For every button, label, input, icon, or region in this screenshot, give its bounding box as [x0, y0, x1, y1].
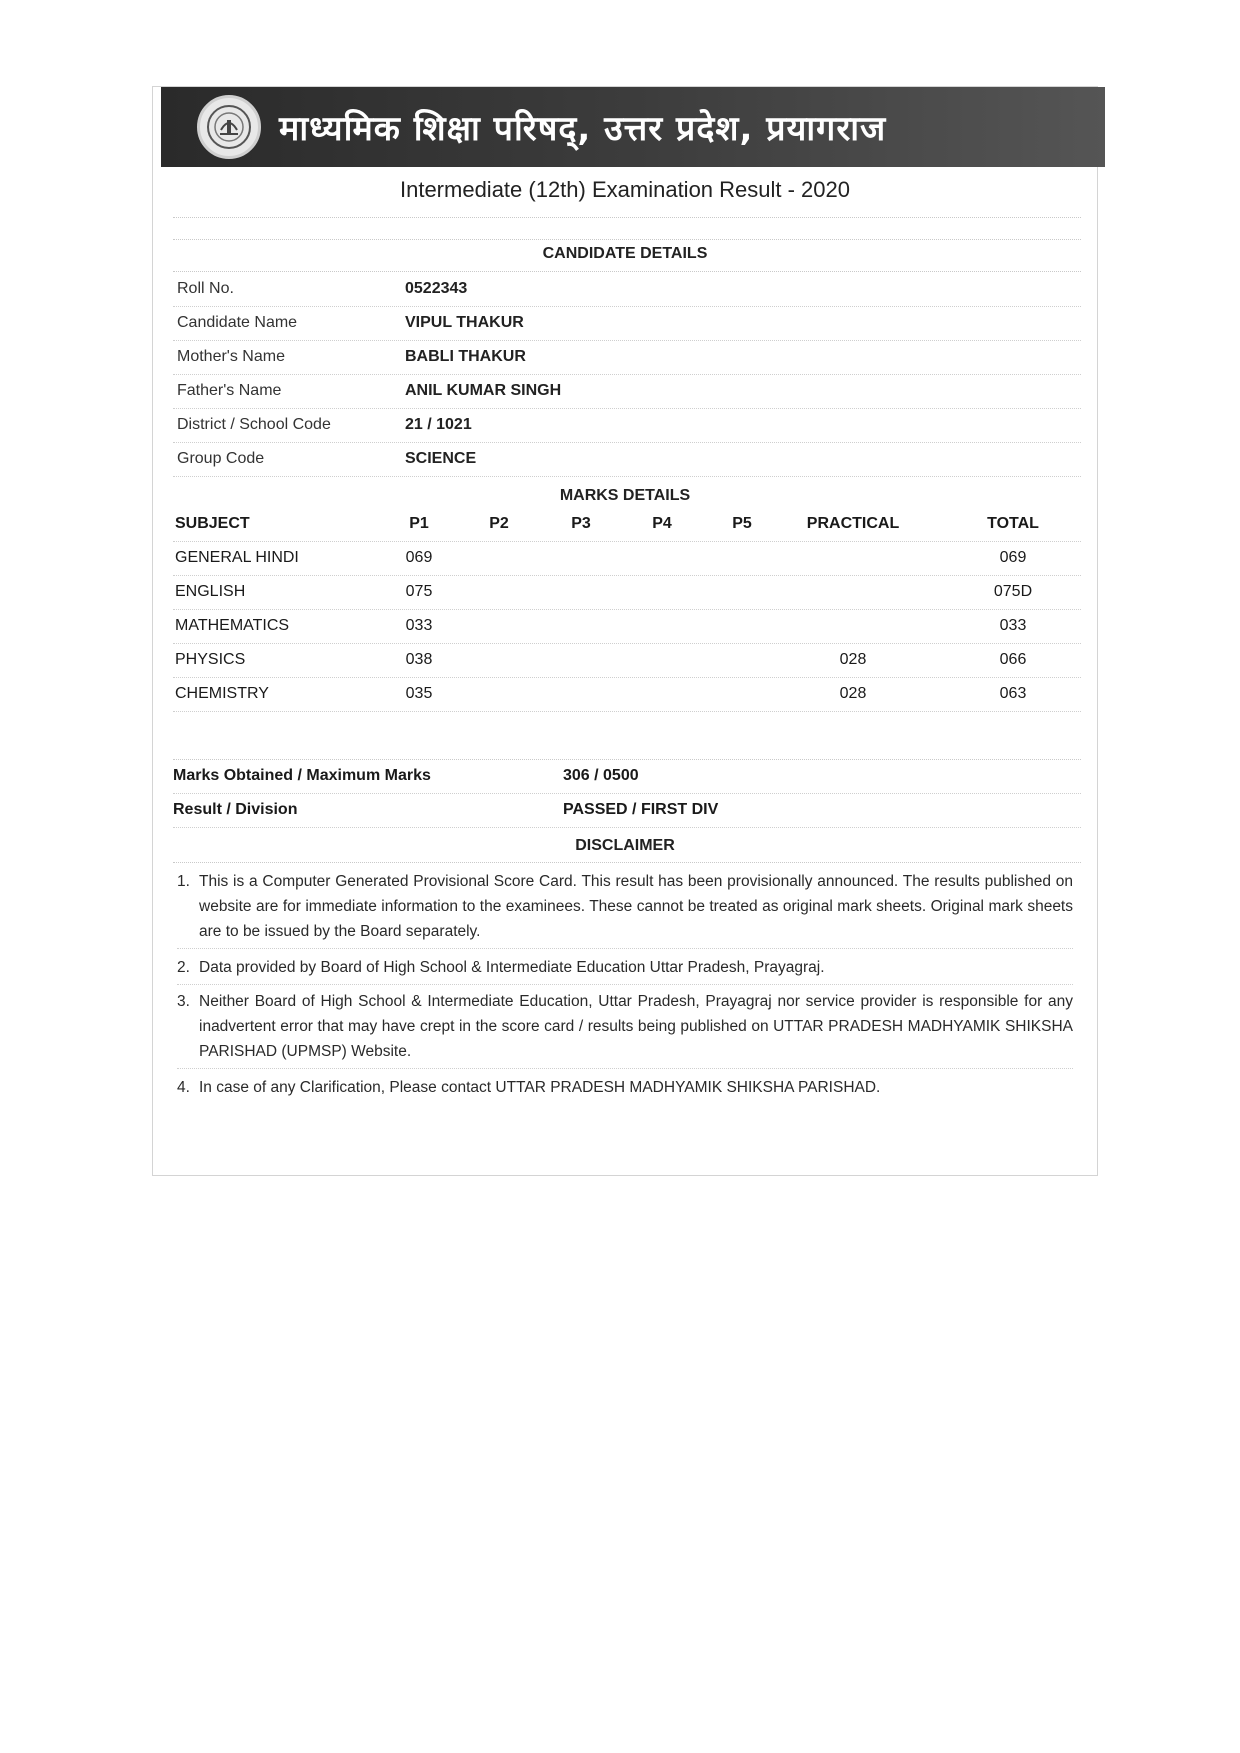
candidate-row-name: [173, 306, 1081, 341]
marks-obtained-label: Marks Obtained / Maximum Marks: [173, 767, 431, 784]
result-division-row: [173, 793, 1081, 828]
table-row: [173, 609, 1081, 644]
field-value: VIPUL THAKUR: [405, 314, 524, 331]
disclaimer-item: [177, 955, 1073, 985]
candidate-row-mother: [173, 340, 1081, 375]
cell-practical: 028: [839, 685, 867, 702]
result-division-label: Result / Division: [173, 801, 298, 818]
candidate-row-father: [173, 374, 1081, 409]
field-label: Mother's Name: [177, 348, 285, 365]
cell-p1: 035: [405, 685, 433, 702]
field-value: ANIL KUMAR SINGH: [405, 382, 562, 399]
field-label: District / School Code: [177, 416, 331, 433]
field-value: SCIENCE: [405, 450, 477, 467]
disclaimer-item: [177, 1075, 1073, 1104]
candidate-row-roll: [173, 272, 1081, 307]
disclaimer-number: 2.: [177, 959, 190, 976]
cell-total: 075D: [993, 583, 1033, 600]
candidate-row-group: [173, 442, 1081, 477]
cell-subject: ENGLISH: [175, 583, 246, 600]
result-division-value: PASSED / FIRST DIV: [563, 801, 719, 818]
cell-subject: MATHEMATICS: [175, 617, 290, 634]
field-label: Father's Name: [177, 382, 282, 399]
field-value: 0522343: [405, 280, 468, 297]
result-card: [152, 86, 1098, 1176]
field-label: Group Code: [177, 450, 265, 467]
header-banner: [161, 87, 1105, 167]
cell-total: 033: [999, 617, 1027, 634]
candidate-row-district: [173, 408, 1081, 443]
disclaimer-item: [177, 869, 1073, 949]
field-value: BABLI THAKUR: [405, 348, 526, 365]
divider: [173, 217, 1081, 218]
cell-subject: PHYSICS: [175, 651, 246, 668]
marks-obtained-value: 306 / 0500: [563, 767, 639, 784]
marks-header-row: [173, 507, 1081, 542]
marks-details-title: MARKS DETAILS: [559, 487, 691, 504]
col-header-practical: PRACTICAL: [806, 515, 900, 532]
field-value: 21 / 1021: [405, 416, 472, 433]
col-header-p3: P3: [571, 515, 591, 532]
marks-obtained-row: [173, 759, 1081, 794]
disclaimer-text: In case of any Clarification, Please contact UTTAR PRADESH MADHYAMIK SHIKSHA PARISHAD.: [199, 1079, 881, 1096]
board-name-hindi: माध्यमिक शिक्षा परिषद्, उत्तर प्रदेश, प्रयागराज: [279, 109, 887, 149]
cell-subject: GENERAL HINDI: [175, 549, 299, 566]
cell-total: 066: [999, 651, 1027, 668]
disclaimer-item: [177, 989, 1073, 1069]
table-row: [173, 677, 1081, 712]
disclaimer-text: Neither Board of High School & Intermediate Education, Uttar Pradesh, Prayagraj nor service provider is responsible for any inadvertent error that may have crept in the score card / results being published on UTTAR PRADESH MADHYAMIK SHIKSHA PARISHAD (UPMSP) Website.: [199, 993, 1073, 1060]
divider: [173, 862, 1081, 863]
cell-total: 069: [999, 549, 1027, 566]
disclaimer-number: 3.: [177, 993, 190, 1010]
col-header-p4: P4: [652, 515, 672, 532]
disclaimer-number: 1.: [177, 873, 190, 890]
field-label: Candidate Name: [177, 314, 298, 331]
col-header-p5: P5: [732, 515, 752, 532]
divider: [173, 239, 1081, 240]
exam-title: Intermediate (12th) Examination Result - 2020: [399, 177, 850, 202]
col-header-total: TOTAL: [987, 515, 1039, 532]
table-row: [173, 643, 1081, 678]
col-header-subject: SUBJECT: [175, 515, 250, 532]
cell-p1: 033: [405, 617, 433, 634]
table-row: [173, 541, 1081, 576]
board-emblem-icon: [197, 95, 261, 159]
cell-p1: 038: [405, 651, 433, 668]
cell-practical: 028: [839, 651, 867, 668]
cell-p1: 075: [405, 583, 433, 600]
disclaimer-text: Data provided by Board of High School & Intermediate Education Uttar Pradesh, Prayagraj.: [199, 959, 825, 976]
cell-total: 063: [999, 685, 1027, 702]
cell-p1: 069: [405, 549, 433, 566]
cell-subject: CHEMISTRY: [175, 685, 269, 702]
col-header-p2: P2: [489, 515, 509, 532]
col-header-p1: P1: [409, 515, 429, 532]
table-row: [173, 575, 1081, 610]
disclaimer-text: This is a Computer Generated Provisional Score Card. This result has been provisionally announced. The results published on website are for immediate information to the examinees. These cannot be treated as original mark sheets. Original mark sheets are to be issued by the Board separately.: [199, 873, 1073, 940]
disclaimer-number: 4.: [177, 1079, 190, 1096]
candidate-details-title: CANDIDATE DETAILS: [542, 245, 708, 262]
disclaimer-title: DISCLAIMER: [575, 837, 675, 854]
field-label: Roll No.: [177, 280, 234, 297]
